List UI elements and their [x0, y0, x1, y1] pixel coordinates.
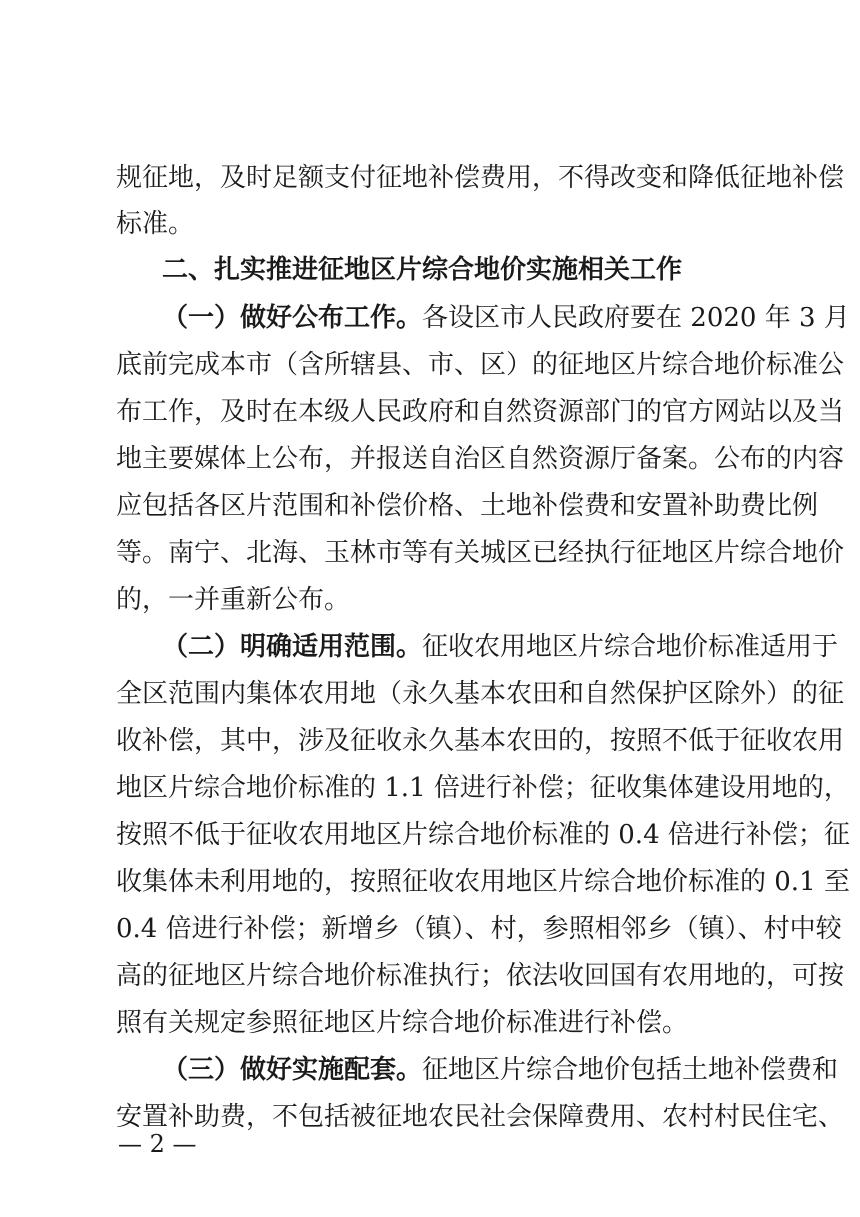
text-line: 应包括各区片范围和补偿价格、土地补偿费和安置补助费比例	[116, 491, 819, 521]
text-line: 全区范围内集体农用地（永久基本农田和自然保护区除外）的征	[116, 679, 845, 709]
paragraph-first-line	[162, 627, 839, 667]
subsection-title: （三）做好实施配套。	[162, 1055, 423, 1085]
subsection-title: （二）明确适用范围。	[162, 632, 423, 662]
paragraph-first-line	[162, 298, 850, 338]
text-line: 等。南宁、北海、玉林市等有关城区已经执行征地区片综合地价	[116, 538, 845, 568]
text-line: 底前完成本市（含所辖县、市、区）的征地区片综合地价标准公	[116, 350, 845, 380]
text-line: 的，一并重新公布。	[116, 585, 351, 615]
text-line: 按照不低于征收农用地区片综合地价标准的 0.4 倍进行补偿；征	[116, 820, 850, 850]
text-line: 地主要媒体上公布，并报送自治区自然资源厅备案。公布的内容	[116, 444, 845, 474]
paragraph-first-line	[162, 1050, 839, 1090]
text-span: 征收农用地区片综合地价标准适用于	[422, 632, 839, 662]
text-line: 标准。	[116, 209, 195, 239]
text-line: 地区片综合地价标准的 1.1 倍进行补偿；征收集体建设用地的，	[116, 773, 850, 803]
text-line: 0.4 倍进行补偿；新增乡（镇）、村，参照相邻乡（镇）、村中较	[116, 914, 842, 944]
text-line: 照有关规定参照征地区片综合地价标准进行补偿。	[116, 1008, 689, 1038]
text-line: 布工作，及时在本级人民政府和自然资源部门的官方网站以及当	[116, 397, 845, 427]
text-line: 收集体未利用地的，按照征收农用地区片综合地价标准的 0.1 至	[116, 867, 850, 897]
text-span: 各设区市人民政府要在 2020 年 3 月	[422, 303, 850, 333]
subsection-title: （一）做好公布工作。	[162, 303, 423, 333]
text-span: 征地区片综合地价包括土地补偿费和	[422, 1055, 839, 1085]
text-line: 收补偿，其中，涉及征收永久基本农田的，按照不低于征收农用	[116, 726, 845, 756]
text-line: 安置补助费，不包括被征地农民社会保障费用、农村村民住宅、	[116, 1102, 845, 1132]
text-line: 规征地，及时足额支付征地补偿费用，不得改变和降低征地补偿	[116, 163, 845, 193]
section-heading: 二、扎实推进征地区片综合地价实施相关工作	[162, 255, 683, 285]
page-number: — 2 —	[118, 1130, 197, 1158]
text-line: 高的征地区片综合地价标准执行；依法收回国有农用地的，可按	[116, 961, 845, 991]
